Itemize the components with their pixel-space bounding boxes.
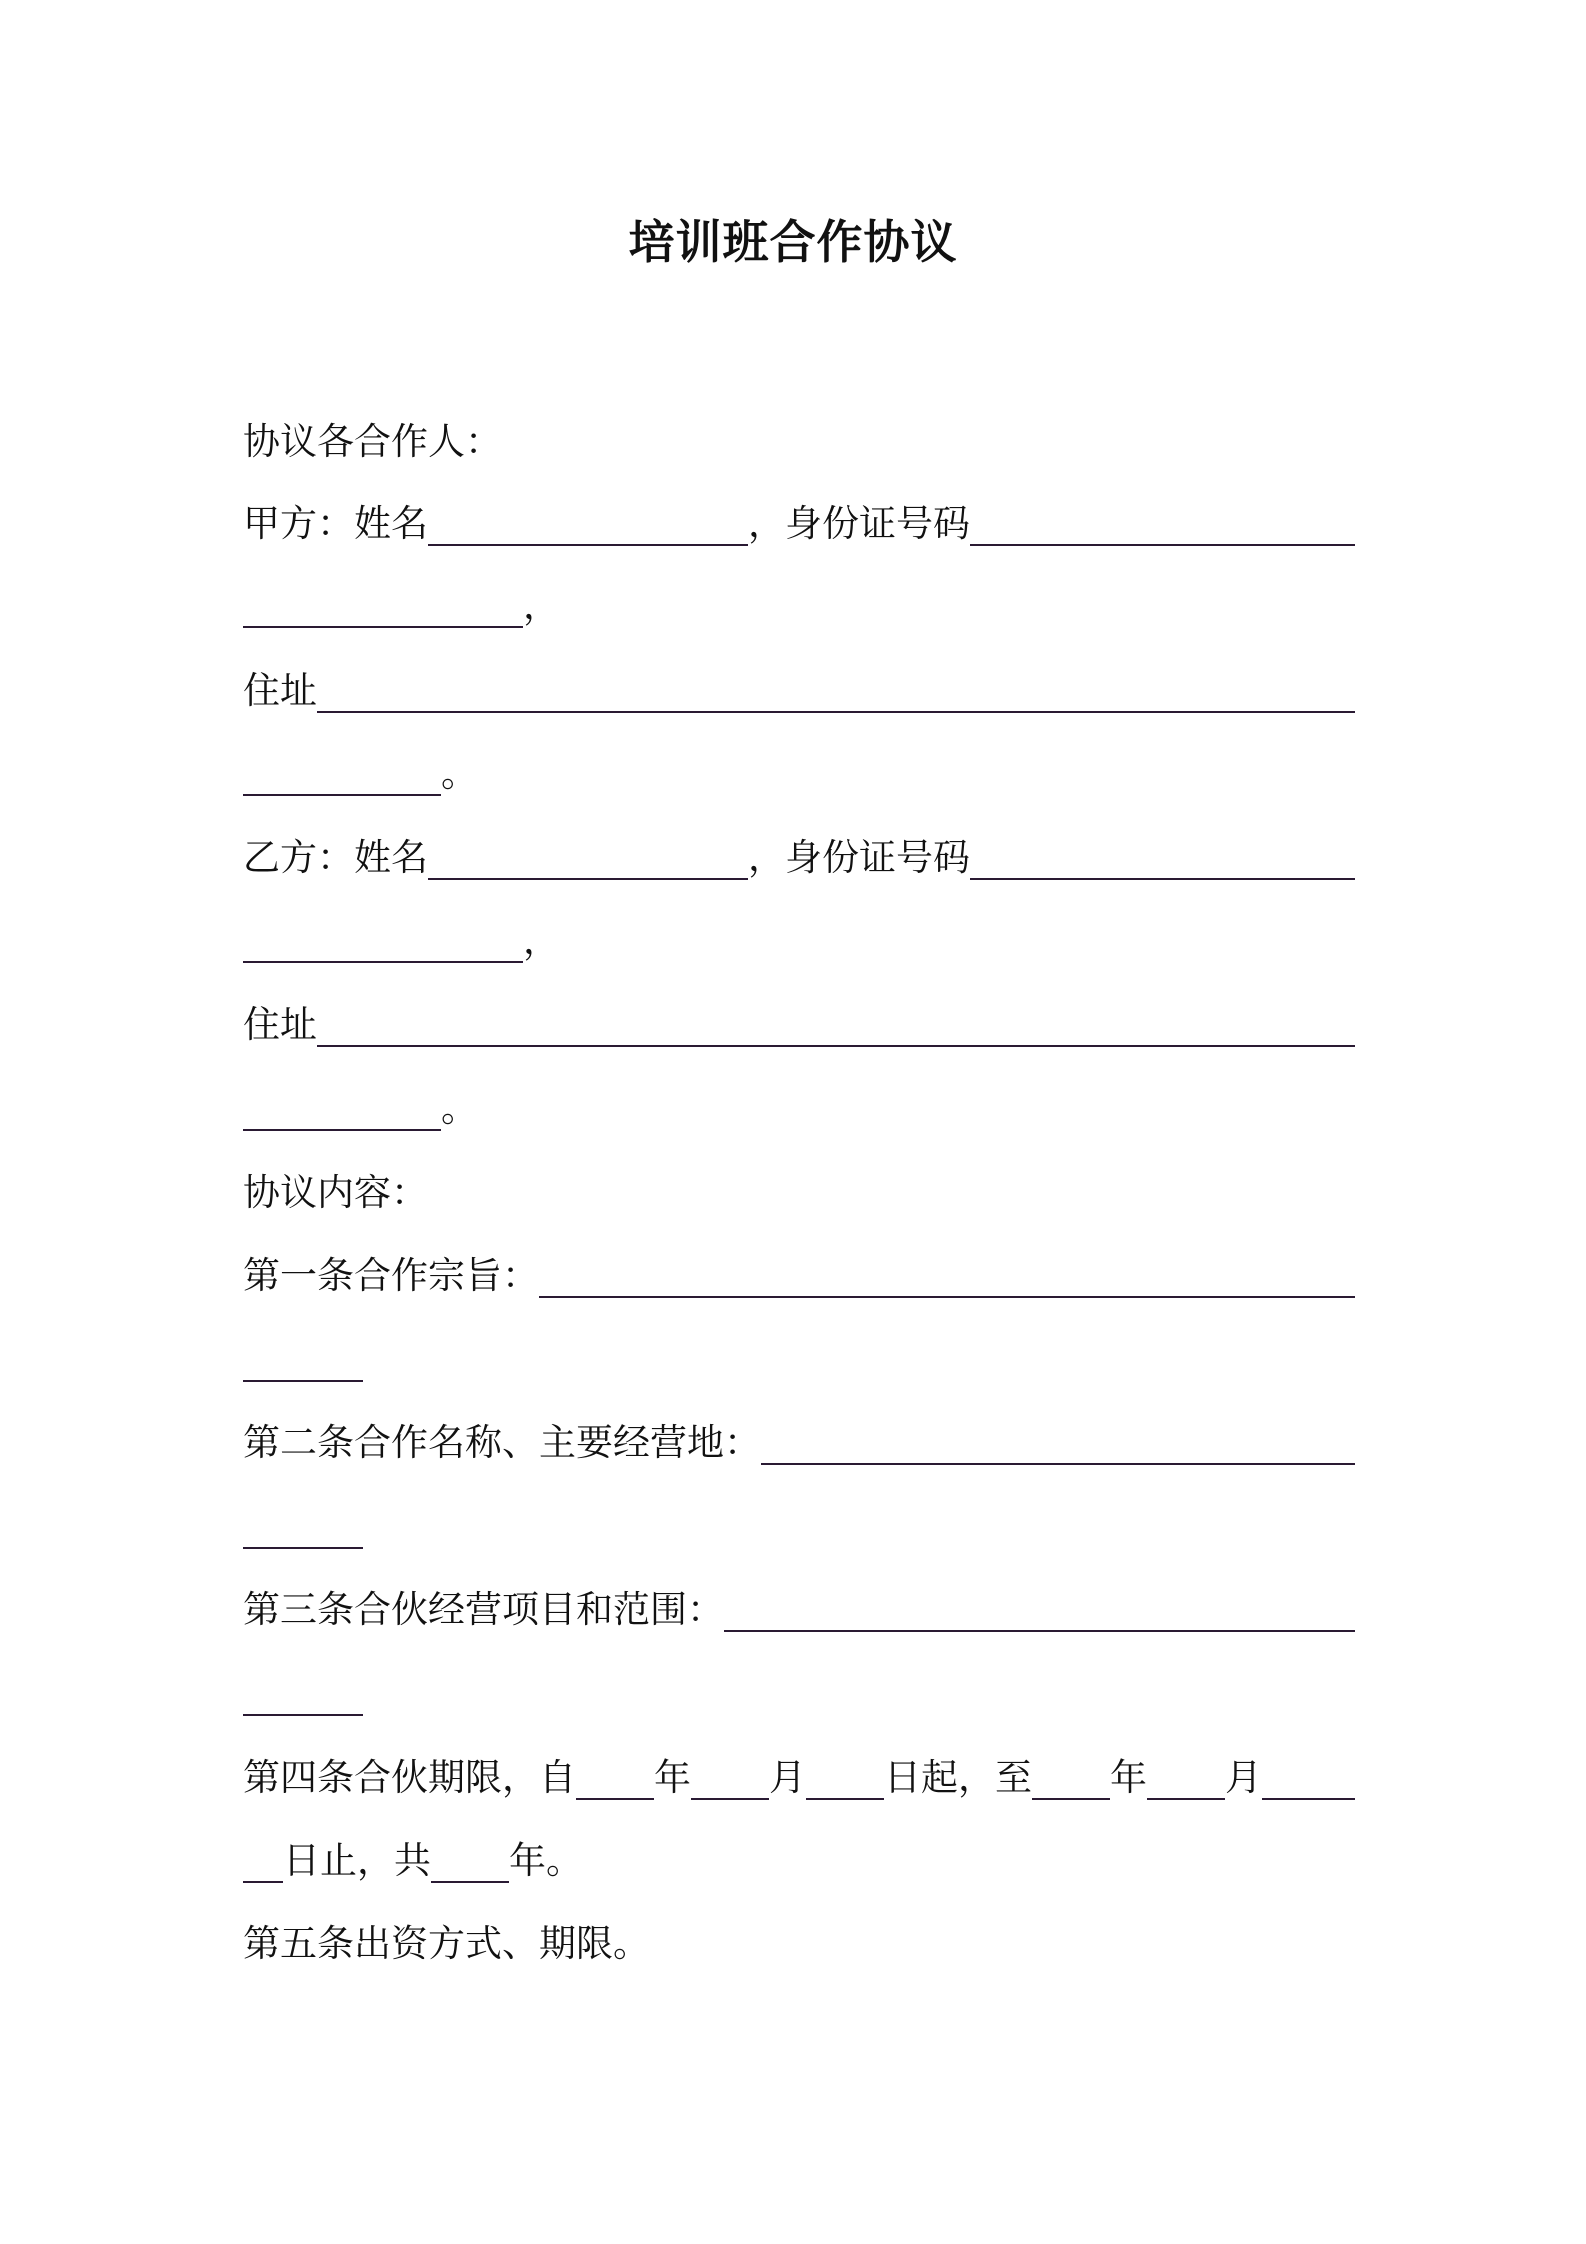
party-a-name-blank[interactable] bbox=[428, 498, 748, 546]
party-b-id-blank-cont[interactable] bbox=[243, 915, 523, 963]
end-day-blank[interactable] bbox=[1262, 1752, 1355, 1800]
article-2-continuation bbox=[243, 1497, 1355, 1557]
article-2-line bbox=[243, 1413, 1355, 1473]
party-a-name-label: 姓名 bbox=[354, 502, 428, 545]
start-day-label: 日起，至 bbox=[884, 1756, 1032, 1799]
party-b-name-label: 姓名 bbox=[354, 836, 428, 879]
article-3-label: 第三条合伙经营项目和范围： bbox=[243, 1588, 724, 1631]
article-2-label: 第二条合作名称、主要经营地： bbox=[243, 1421, 761, 1464]
article-2-blank[interactable] bbox=[761, 1417, 1355, 1465]
article-5-line bbox=[243, 1914, 1355, 1974]
content-heading-line bbox=[243, 1163, 1355, 1223]
party-a-address-line bbox=[243, 661, 1355, 721]
start-month-blank[interactable] bbox=[691, 1752, 769, 1800]
party-b-line bbox=[243, 828, 1355, 888]
start-month-label: 月 bbox=[769, 1756, 806, 1799]
article-5-label: 第五条出资方式、期限。 bbox=[243, 1922, 650, 1965]
party-b-comma: ， bbox=[523, 919, 560, 962]
party-b-period: 。 bbox=[441, 1087, 478, 1130]
party-b-label: 乙方： bbox=[243, 836, 354, 879]
start-day-blank[interactable] bbox=[806, 1752, 884, 1800]
parties-heading: 协议各合作人： bbox=[243, 420, 502, 463]
article-2-blank-cont[interactable] bbox=[243, 1501, 363, 1549]
party-b-address-blank-cont[interactable] bbox=[243, 1083, 441, 1131]
party-a-period: 。 bbox=[441, 752, 478, 795]
end-day-blank-cont[interactable] bbox=[243, 1835, 283, 1883]
end-day-label: 日止，共 bbox=[283, 1839, 431, 1882]
party-a-address-blank-cont[interactable] bbox=[243, 748, 441, 796]
party-a-id-blank-cont[interactable] bbox=[243, 580, 523, 628]
article-3-blank-cont[interactable] bbox=[243, 1668, 363, 1716]
party-a-label: 甲方： bbox=[243, 502, 354, 545]
party-a-id-continuation bbox=[243, 576, 1355, 636]
article-1-continuation bbox=[243, 1330, 1355, 1390]
party-b-id-continuation bbox=[243, 911, 1355, 971]
start-year-blank[interactable] bbox=[576, 1752, 654, 1800]
party-a-address-continuation bbox=[243, 744, 1355, 804]
article-4-prefix: 第四条合伙期限，自 bbox=[243, 1756, 576, 1799]
article-3-continuation bbox=[243, 1664, 1355, 1724]
total-years-label: 年。 bbox=[509, 1839, 583, 1882]
party-a-id-label: ，身份证号码 bbox=[748, 502, 970, 545]
total-years-blank[interactable] bbox=[431, 1835, 509, 1883]
party-b-id-blank[interactable] bbox=[970, 832, 1355, 880]
article-3-line bbox=[243, 1580, 1355, 1640]
end-month-label: 月 bbox=[1225, 1756, 1262, 1799]
end-year-blank[interactable] bbox=[1032, 1752, 1110, 1800]
document-title: 培训班合作协议 bbox=[628, 215, 958, 269]
party-b-address-blank[interactable] bbox=[317, 999, 1355, 1047]
article-1-label: 第一条合作宗旨： bbox=[243, 1254, 539, 1297]
party-b-name-blank[interactable] bbox=[428, 832, 748, 880]
party-b-address-line bbox=[243, 995, 1355, 1055]
party-a-id-blank[interactable] bbox=[970, 498, 1355, 546]
party-b-address-continuation bbox=[243, 1079, 1355, 1139]
end-month-blank[interactable] bbox=[1147, 1752, 1225, 1800]
article-1-blank[interactable] bbox=[539, 1250, 1355, 1298]
party-a-address-blank[interactable] bbox=[317, 665, 1355, 713]
article-4-continuation bbox=[243, 1831, 1355, 1891]
parties-heading-line bbox=[243, 412, 1355, 472]
party-b-id-label: ，身份证号码 bbox=[748, 836, 970, 879]
article-4-line bbox=[243, 1748, 1355, 1808]
article-3-blank[interactable] bbox=[724, 1584, 1355, 1632]
party-b-address-label: 住址 bbox=[243, 1003, 317, 1046]
article-1-blank-cont[interactable] bbox=[243, 1334, 363, 1382]
end-year-label: 年 bbox=[1110, 1756, 1147, 1799]
article-1-line bbox=[243, 1246, 1355, 1306]
party-a-line bbox=[243, 494, 1355, 554]
party-a-address-label: 住址 bbox=[243, 669, 317, 712]
start-year-label: 年 bbox=[654, 1756, 691, 1799]
party-a-comma: ， bbox=[523, 584, 560, 627]
content-heading: 协议内容： bbox=[243, 1171, 428, 1214]
